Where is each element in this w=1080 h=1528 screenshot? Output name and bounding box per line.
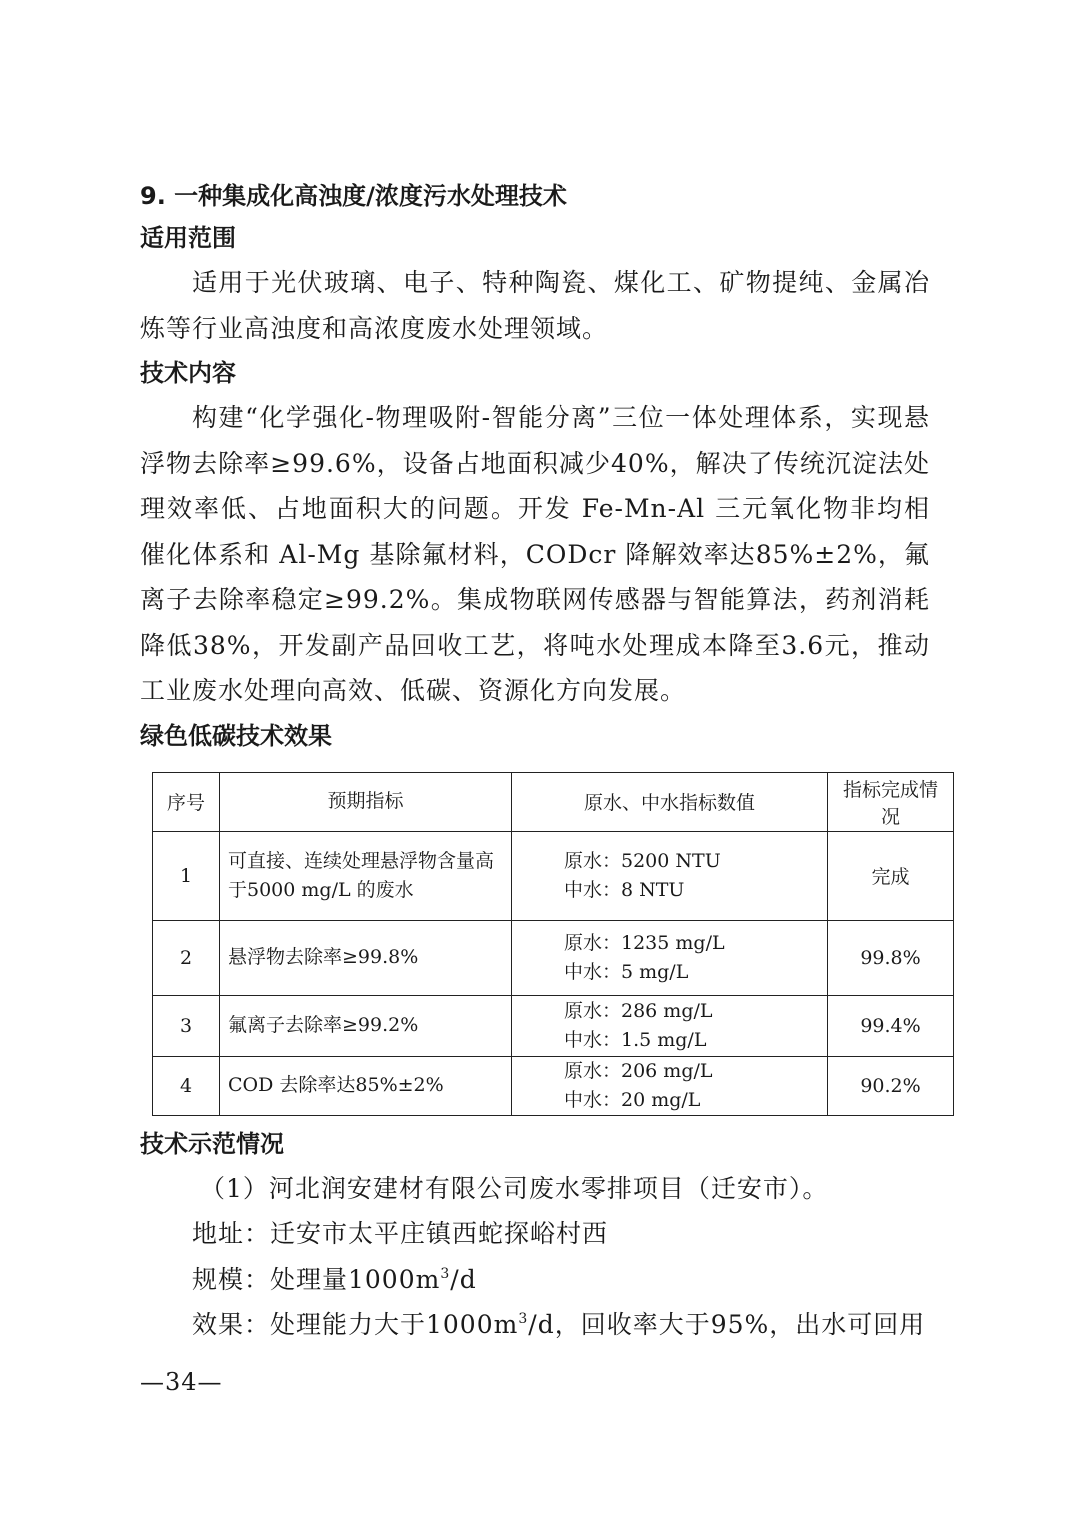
- scope-paragraph: 适用于光伏玻璃、电子、特种陶瓷、煤化工、矿物提纯、金属冶炼等行业高浊度和高浓度废水处理领域。: [140, 268, 930, 343]
- header-status: 指标完成情况: [828, 772, 954, 831]
- row-goal: 氟离子去除率≥99.2%: [220, 995, 512, 1056]
- scope-heading: 适用范围: [140, 224, 236, 252]
- content-heading: 技术内容: [140, 359, 236, 387]
- demo-effect-text: 效果：处理能力大于1000m: [192, 1310, 519, 1339]
- row-status: 99.4%: [828, 995, 954, 1056]
- row-values: [512, 995, 828, 1056]
- demo-scale: [140, 1257, 930, 1303]
- header-goal: 预期指标: [220, 772, 512, 831]
- raw-value: 原水：286 mg/L: [564, 999, 713, 1022]
- table-row: [153, 831, 954, 920]
- document-page: [140, 176, 938, 1348]
- demo-address: 地址：迁安市太平庄镇西蛇探峪村西: [192, 1219, 609, 1248]
- table-row: [153, 920, 954, 995]
- raw-value: 原水：206 mg/L: [564, 1059, 713, 1082]
- section-title: 9. 一种集成化高浊度/浓度污水处理技术: [140, 182, 567, 210]
- effect-heading: 绿色低碳技术效果: [140, 721, 332, 750]
- row-status: 99.8%: [828, 920, 954, 995]
- header-no: 序号: [153, 772, 220, 831]
- mid-value: 中水：1.5 mg/L: [564, 1028, 707, 1051]
- row-no: 3: [153, 995, 220, 1056]
- row-status: 90.2%: [828, 1056, 954, 1115]
- raw-value: 原水：1235 mg/L: [564, 931, 725, 954]
- demo-project: （1）河北润安建材有限公司废水零排项目（迁安市）。: [200, 1173, 829, 1203]
- demo-scale-text: 规模：处理量1000m: [192, 1264, 441, 1294]
- row-values: [512, 831, 828, 920]
- row-goal: 悬浮物去除率≥99.8%: [220, 920, 512, 995]
- row-no: 1: [153, 831, 220, 920]
- superscript: 3: [518, 1311, 529, 1327]
- demo-heading: 技术示范情况: [140, 1129, 284, 1158]
- header-values: 原水、中水指标数值: [512, 772, 828, 831]
- table-header-row: [153, 772, 954, 831]
- row-values: [512, 920, 828, 995]
- superscript: 3: [440, 1265, 451, 1282]
- raw-value: 原水：5200 NTU: [564, 849, 721, 872]
- demo-effect-rest: /d，回收率大于95%，出水可回用: [528, 1310, 926, 1339]
- content-paragraph: 构建“化学强化-物理吸附-智能分离”三位一体处理体系，实现悬浮物去除率≥99.6%，设备占地面积减少40%，解决了传统沉淀法处理效率低、占地面积大的问题。开发 Fe-Mn-Al 三元氧化物非均相催化体系和 Al-Mg 基除氟材料，CODcr 降解效率达85%±2%，氟离子去除率稳定≥99.2%。集成物联网传感器与智能算法，药剂消耗降低38%，开发副产品回收工艺，将吨水处理成本降至3.6元，推动工业废水处理向高效、低碳、资源化方向发展。: [140, 403, 930, 705]
- row-status: 完成: [828, 831, 954, 920]
- demo-scale-unit: /d: [450, 1264, 477, 1294]
- row-no: 2: [153, 920, 220, 995]
- row-values: [512, 1056, 828, 1115]
- mid-value: 中水：8 NTU: [564, 878, 685, 901]
- table-row: [153, 995, 954, 1056]
- mid-value: 中水：20 mg/L: [564, 1088, 701, 1111]
- demo-effect: [140, 1302, 930, 1348]
- mid-value: 中水：5 mg/L: [564, 960, 689, 983]
- effect-table: [152, 772, 954, 1116]
- row-goal: 可直接、连续处理悬浮物含量高于5000 mg/L 的废水: [220, 831, 512, 920]
- row-no: 4: [153, 1056, 220, 1115]
- table-row: [153, 1056, 954, 1115]
- page-number: —34—: [140, 1368, 223, 1396]
- row-goal: COD 去除率达85%±2%: [220, 1056, 512, 1115]
